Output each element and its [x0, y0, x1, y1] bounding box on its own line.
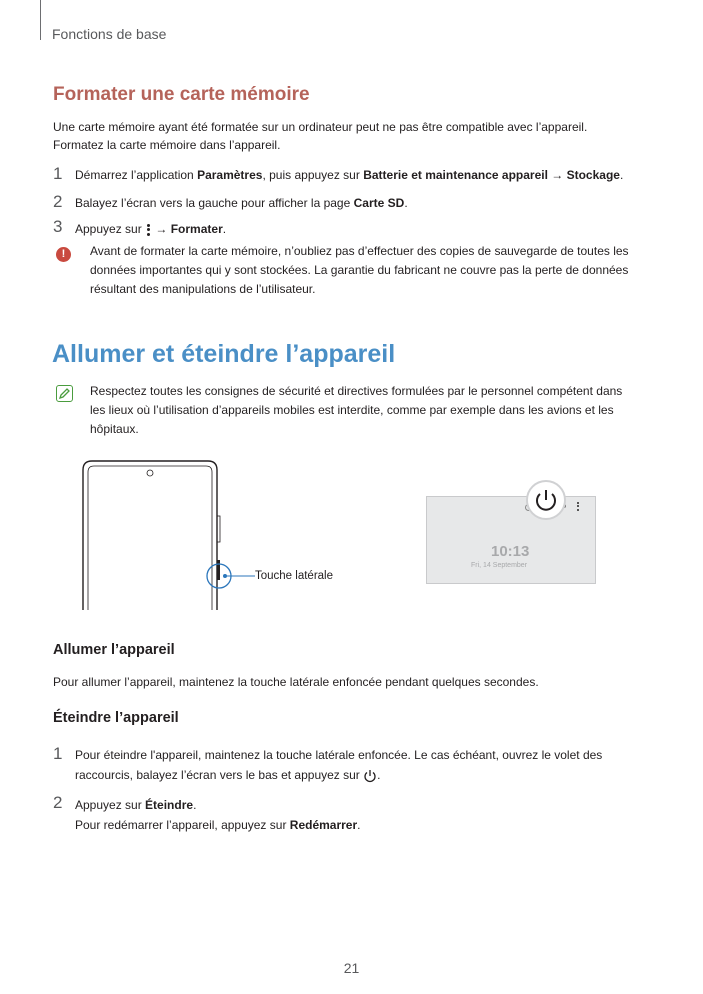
- step-text-line-2: raccourcis, balayez l’écran vers le bas et appuyez sur .: [75, 768, 381, 782]
- screen-date: Fri, 14 September: [471, 562, 528, 569]
- power-off-title: Éteindre l’appareil: [53, 710, 179, 726]
- more-options-icon: [147, 222, 150, 237]
- caution-line-3: résultant des manipulations de l’utilisateur.: [90, 282, 316, 296]
- step-number: 3: [53, 217, 63, 236]
- more-options-icon: [577, 502, 581, 511]
- caution-icon: !: [56, 247, 71, 262]
- section-title: Formater une carte mémoire: [53, 84, 310, 105]
- step-text: Démarrez l’application Paramètres, puis appuyez sur Batterie et maintenance appareil → Stockage.: [75, 168, 624, 182]
- step-text: Appuyez sur → Formater.: [75, 222, 227, 236]
- step-text: Balayez l’écran vers la gauche pour afficher la page Carte SD.: [75, 196, 408, 210]
- quick-panel-screenshot: [426, 496, 596, 584]
- power-button-highlight: [524, 478, 568, 522]
- note-line-2: les lieux où l’utilisation d’appareils mobiles est interdite, comme par exemple dans les avions et les: [90, 403, 614, 417]
- header-rule: [40, 0, 41, 40]
- step-text-line-1: Appuyez sur Éteindre.: [75, 798, 197, 812]
- caution-line-1: Avant de formater la carte mémoire, n’oubliez pas d’effectuer des copies de sauvegarde de toutes les: [90, 244, 629, 258]
- header-title: Fonctions de base: [52, 26, 167, 42]
- note-line-1: Respectez toutes les consignes de sécurité et directives formulées par le personnel compétent dans: [90, 384, 623, 398]
- intro-line-1: Une carte mémoire ayant été formatée sur un ordinateur peut ne pas être compatible avec l’appareil.: [53, 120, 588, 134]
- power-on-text: Pour allumer l’appareil, maintenez la touche latérale enfoncée pendant quelques secondes.: [53, 675, 539, 689]
- note-line-3: hôpitaux.: [90, 422, 139, 436]
- step-number: 2: [53, 793, 63, 812]
- chapter-title: Allumer et éteindre l’appareil: [52, 340, 396, 368]
- step-text-line-1: Pour éteindre l'appareil, maintenez la touche latérale enfoncée. Le cas échéant, ouvrez le volet des: [75, 748, 603, 762]
- power-on-title: Allumer l’appareil: [53, 642, 175, 658]
- caution-line-2: données importantes qui y sont stockées. La garantie du fabricant ne couvre pas la perte de données: [90, 263, 629, 277]
- step-number: 1: [53, 744, 63, 763]
- side-key-callout: [203, 562, 263, 592]
- intro-line-2: Formatez la carte mémoire dans l’appareil.: [53, 138, 281, 152]
- page-number: 21: [343, 960, 360, 976]
- step-number: 2: [53, 192, 63, 211]
- step-number: 1: [53, 164, 63, 183]
- side-key-label: Touche latérale: [255, 570, 333, 582]
- step-text-line-2: Pour redémarrer l’appareil, appuyez sur Redémarrer.: [75, 818, 361, 832]
- screen-time: 10:13: [491, 543, 530, 560]
- note-icon: [56, 385, 73, 402]
- power-icon: [363, 769, 377, 783]
